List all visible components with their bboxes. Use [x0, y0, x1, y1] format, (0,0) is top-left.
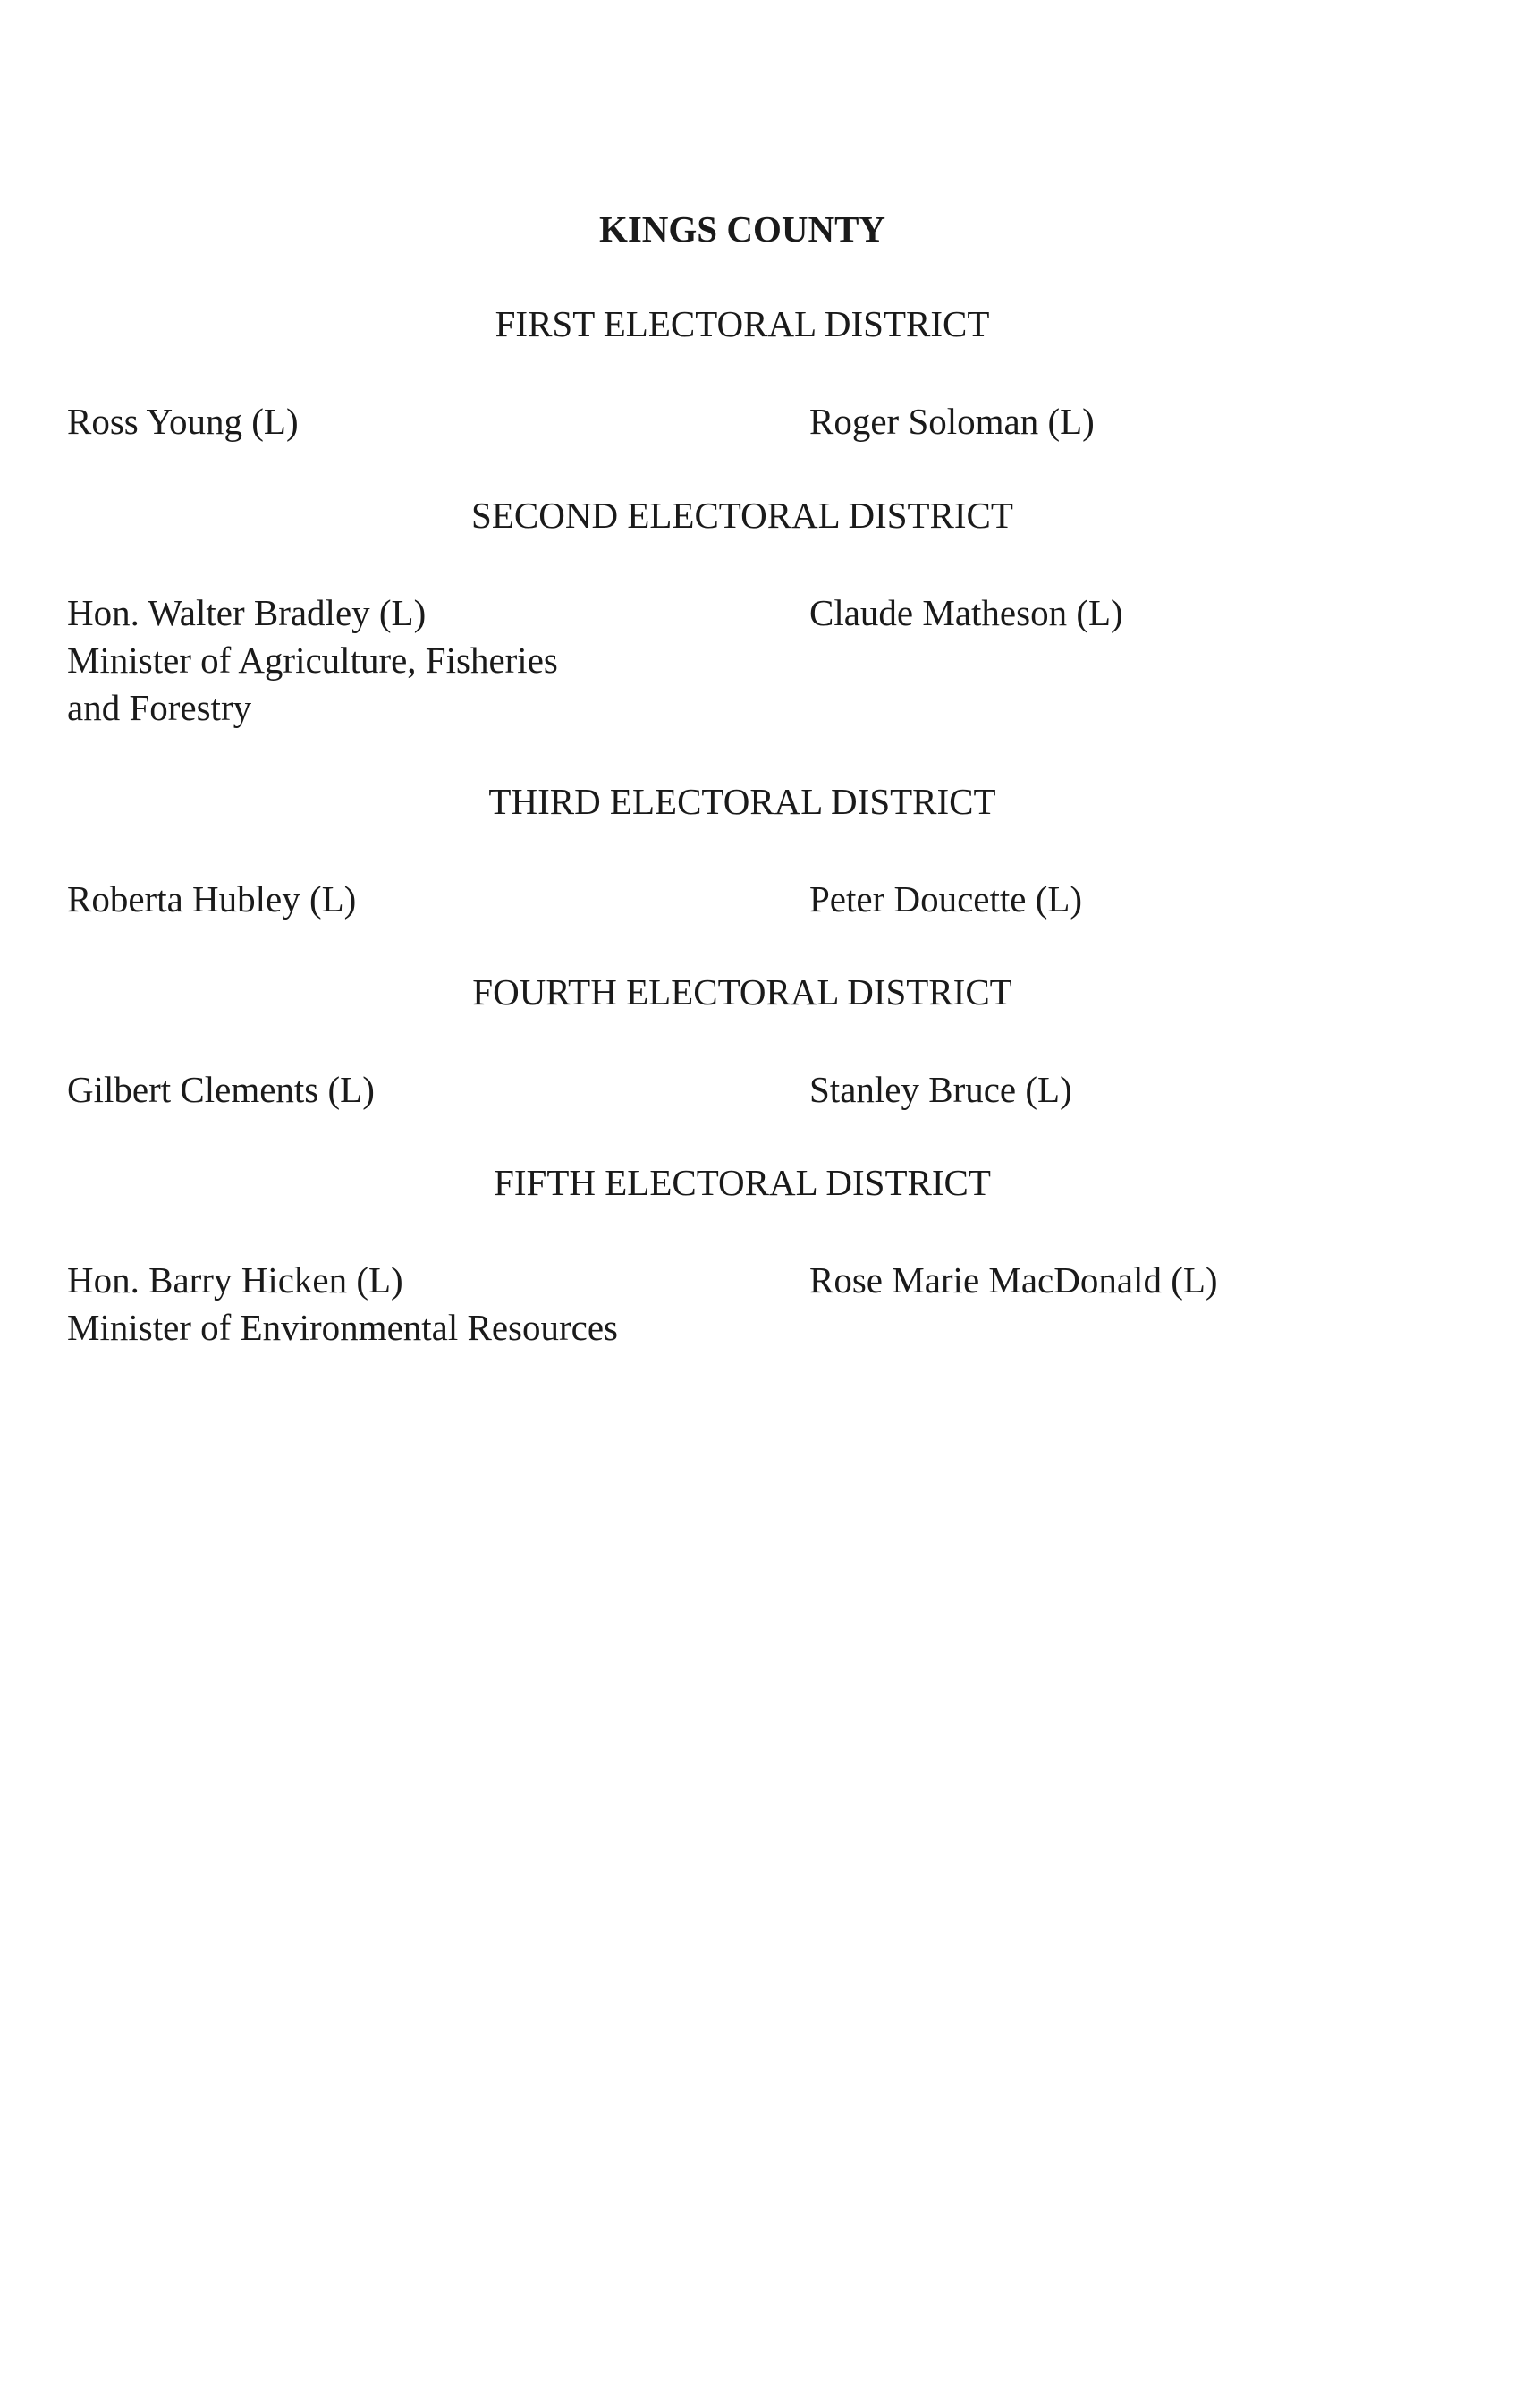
member-role: Minister of Agriculture, Fisheries and Forestry	[67, 640, 558, 728]
member-role: Minister of Environmental Resources	[67, 1307, 619, 1348]
member-right	[809, 589, 1123, 637]
district-fifth	[0, 1161, 1540, 1348]
county-title: KINGS COUNTY	[598, 208, 886, 250]
member-name: Hon. Barry Hicken (L)	[67, 1259, 403, 1301]
member-name: Hon. Walter Bradley (L)	[67, 592, 427, 633]
member-name: Ross Young (L)	[67, 401, 299, 442]
district-first	[0, 302, 1540, 481]
district-heading: FIRST ELECTORAL DISTRICT	[495, 303, 990, 344]
district-fourth	[0, 970, 1540, 1149]
district-second	[0, 494, 1540, 728]
district-heading: FIFTH ELECTORAL DISTRICT	[494, 1162, 991, 1203]
member-right	[809, 398, 1095, 445]
district-third	[0, 780, 1540, 959]
member-left	[67, 398, 299, 445]
district-heading: FOURTH ELECTORAL DISTRICT	[472, 971, 1012, 1013]
member-right	[809, 1257, 1218, 1304]
member-name: Claude Matheson (L)	[809, 592, 1123, 633]
member-left	[67, 1257, 618, 1352]
member-name: Gilbert Clements (L)	[67, 1069, 375, 1110]
member-name: Rose Marie MacDonald (L)	[809, 1259, 1218, 1301]
member-right	[809, 1066, 1072, 1114]
member-left	[67, 1066, 375, 1114]
member-left	[67, 589, 558, 732]
member-right	[809, 876, 1082, 923]
member-name: Stanley Bruce (L)	[809, 1069, 1072, 1110]
member-name: Peter Doucette (L)	[809, 878, 1083, 920]
member-left	[67, 876, 356, 923]
district-heading: THIRD ELECTORAL DISTRICT	[488, 781, 996, 822]
member-name: Roberta Hubley (L)	[67, 878, 357, 920]
member-name: Roger Soloman (L)	[809, 401, 1095, 442]
district-heading: SECOND ELECTORAL DISTRICT	[471, 495, 1013, 536]
